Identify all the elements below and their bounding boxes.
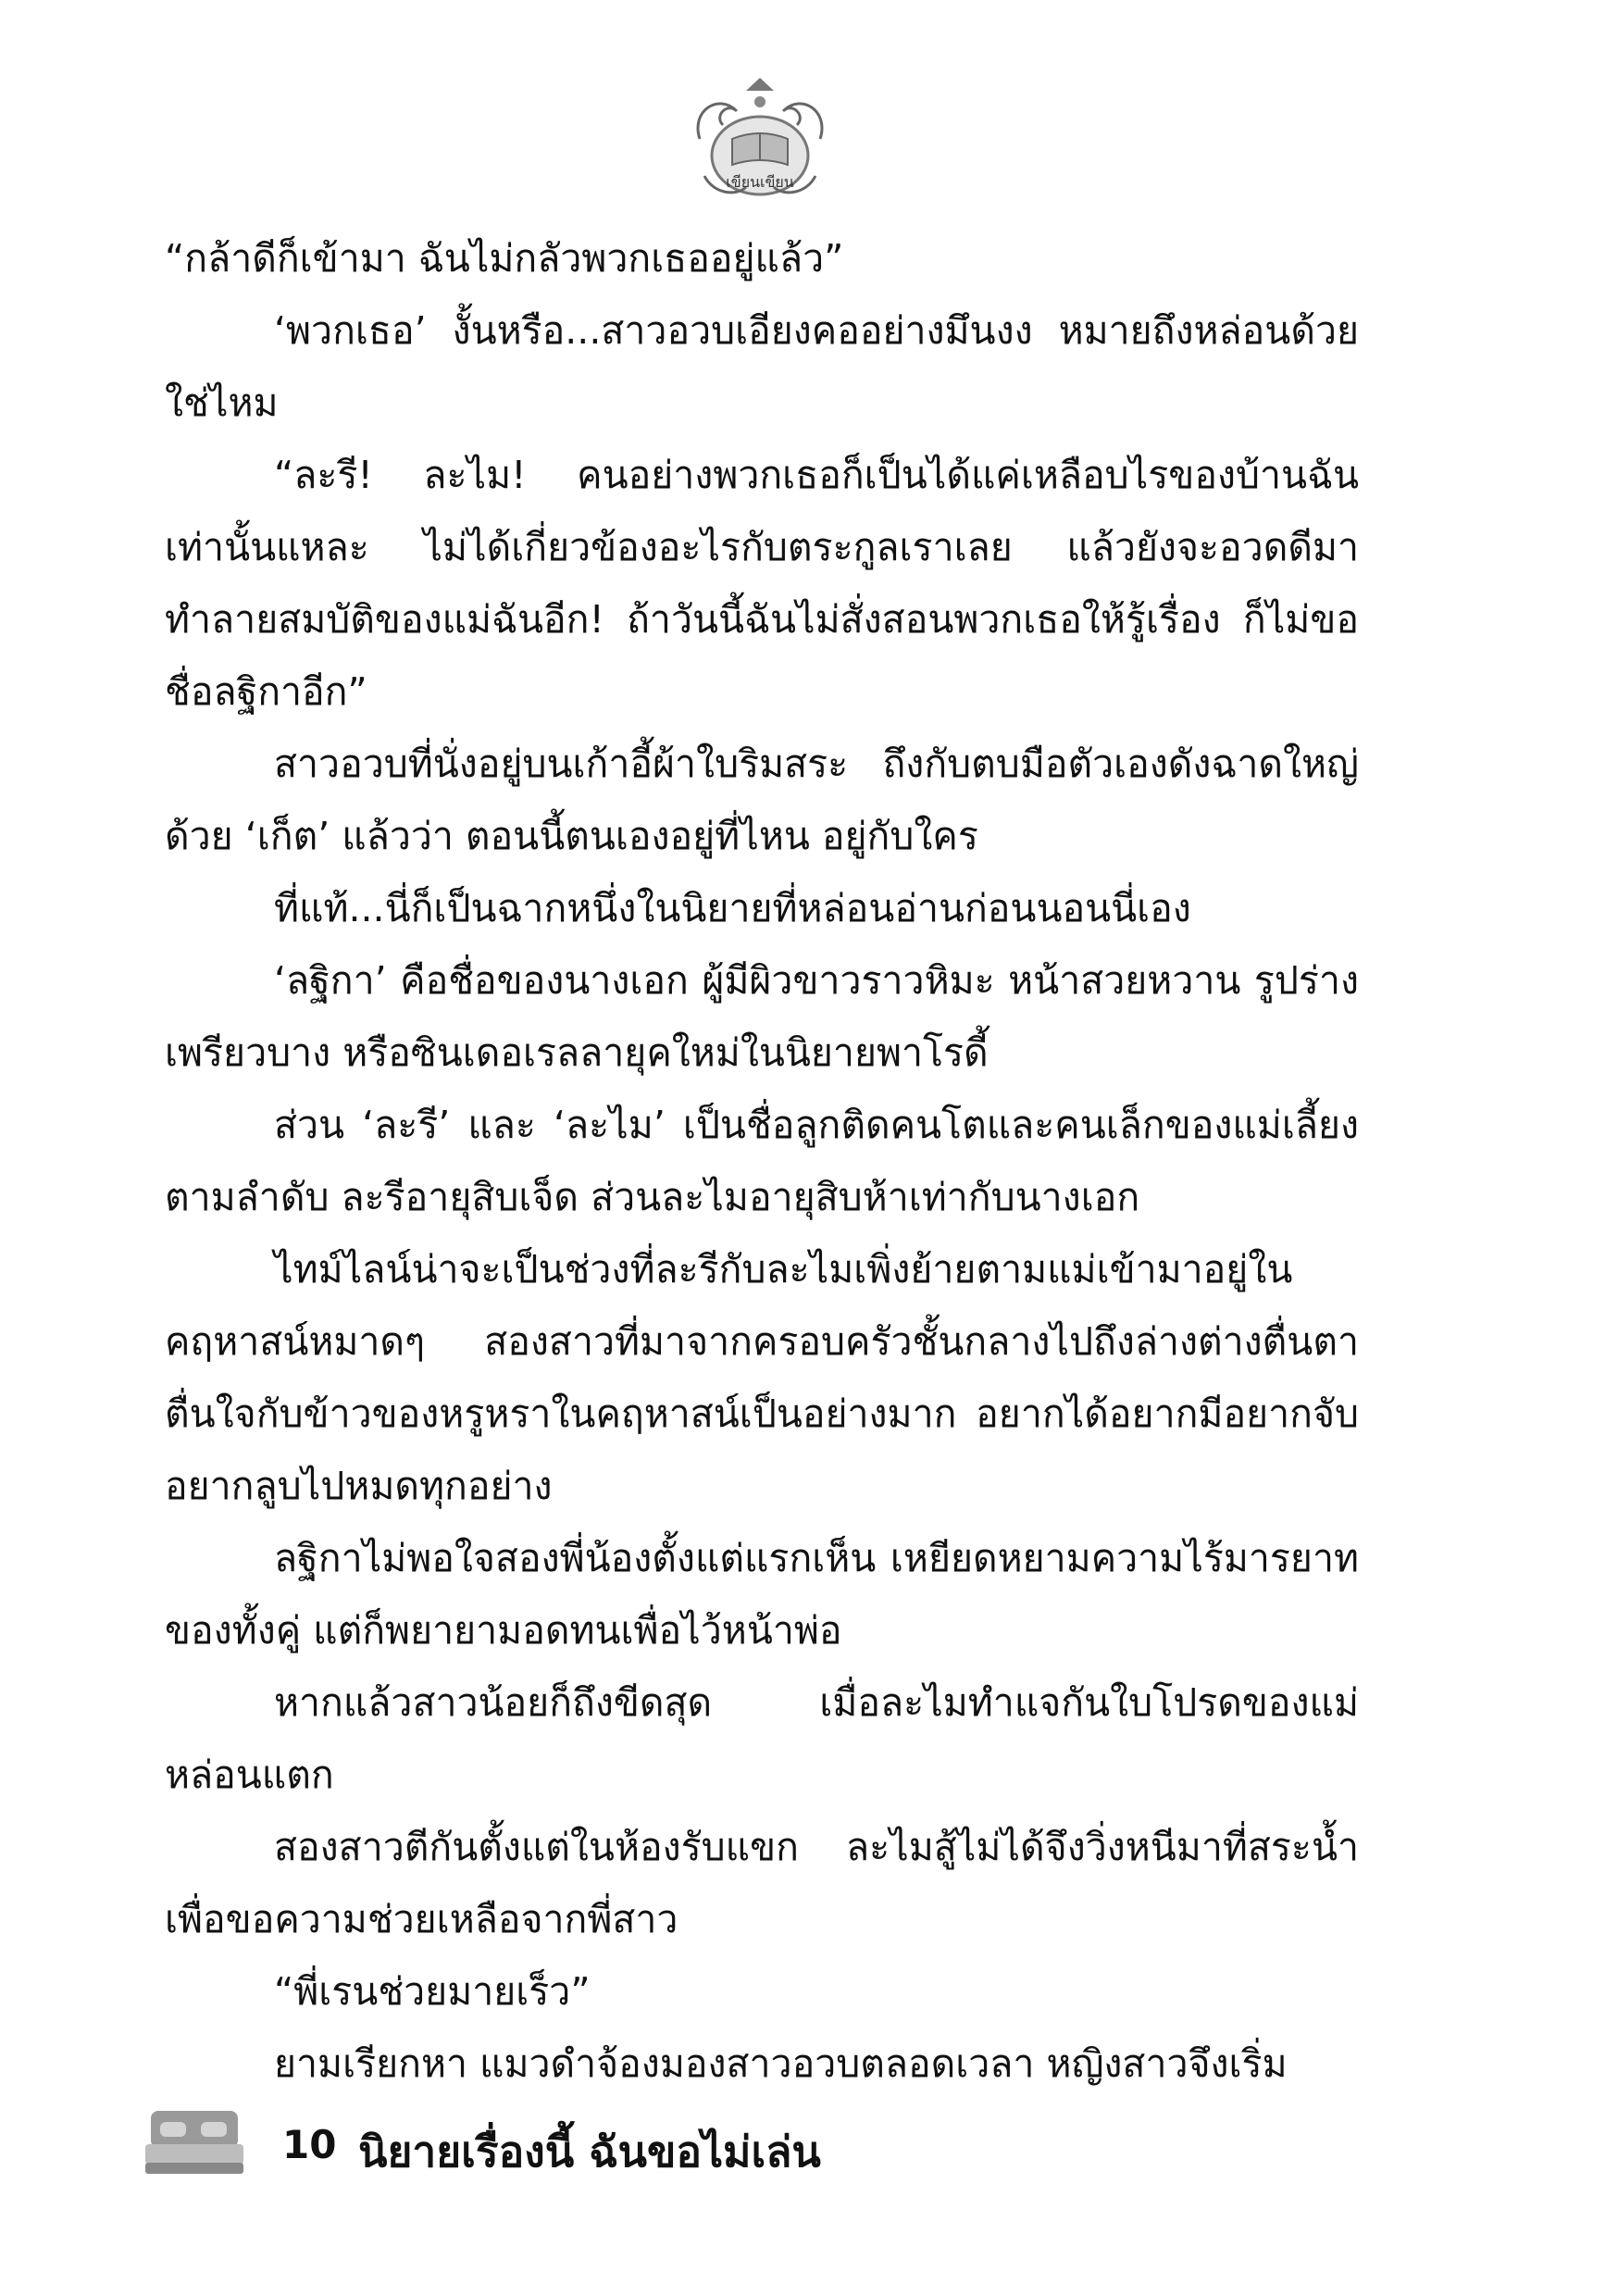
paragraph: สาวอวบที่นั่งอยู่บนเก้าอี้ผ้าใบริมสระ ถึงกับตบมือตัวเองดังฉาดใหญ่ด้วย ‘เก็ต’ แล้วว่า ตอนนี้ตนเองอยู่ที่ไหน อยู่กับใคร bbox=[165, 742, 1359, 858]
paragraph: ลฐิกาไม่พอใจสองพี่น้องตั้งแต่แรกเห็น เหยียดหยามความไร้มารยาทของทั้งคู่ แต่ก็พยายามอดทนเพื่อไว้หน้าพ่อ bbox=[165, 1536, 1359, 1653]
header-logo-icon bbox=[681, 74, 839, 204]
paragraph: “พี่เรนช่วยมายเร็ว” bbox=[274, 1969, 591, 2014]
paragraph: หากแล้วสาวน้อยก็ถึงขีดสุด เมื่อละไมทำแจกันใบโปรดของแม่หล่อนแตก bbox=[165, 1680, 1359, 1797]
paragraph: ไทม์ไลน์น่าจะเป็นช่วงที่ละรีกับละไมเพิ่งย้ายตามแม่เข้ามาอยู่ในคฤหาสน์หมาดๆ สองสาวที่มาจากครอบครัวชั้นกลางไปถึงล่างต่างตื่นตาตื่นใจกับข้าวของหรูหราในคฤหาสน์เป็นอย่างมาก อยากได้อยากมีอยากจับอยากลูบไปหมดทุกอย่าง bbox=[165, 1247, 1359, 1508]
paragraph: “กล้าดีก็เข้ามา ฉันไม่กลัวพวกเธออยู่แล้ว” bbox=[165, 236, 844, 281]
paragraph: ที่แท้...นี่ก็เป็นฉากหนึ่งในนิยายที่หล่อนอ่านก่อนนอนนี่เอง bbox=[274, 886, 1191, 930]
paragraph: “ละรี! ละไม! คนอย่างพวกเธอก็เป็นได้แค่เหลือบไรของบ้านฉันเท่านั้นแหละ ไม่ได้เกี่ยวข้องอะไรกับตระกูลเราเลย แล้วยังจะอวดดีมาทำลายสมบัติของแม่ฉันอีก! ถ้าวันนี้ฉันไม่สั่งสอนพวกเธอให้รู้เรื่อง ก็ไม่ขอชื่อลฐิกาอีก” bbox=[165, 453, 1359, 714]
paragraph: ยามเรียกหา แมวดำจ้องมองสาวอวบตลอดเวลา หญิงสาวจึงเริ่ม bbox=[274, 2041, 1288, 2086]
page-footer bbox=[143, 2102, 1347, 2203]
chapter-body bbox=[165, 222, 1359, 2100]
paragraph: ส่วน ‘ละรี’ และ ‘ละไม’ เป็นชื่อลูกติดคนโตและคนเล็กของแม่เลี้ยงตามลำดับ ละรีอายุสิบเจ็ด ส่วนละไมอายุสิบห้าเท่ากับนางเอก bbox=[165, 1103, 1359, 1219]
page-number: 10 bbox=[282, 2122, 337, 2167]
paragraph: สองสาวตีกันตั้งแต่ในห้องรับแขก ละไมสู้ไม่ได้จึงวิ่งหนีมาที่สระน้ำเพื่อขอความช่วยเหลือจากพี่สาว bbox=[165, 1825, 1359, 1941]
book-title: นิยายเรื่องนี้ ฉันขอไม่เล่น bbox=[358, 2127, 821, 2177]
paragraph: ‘พวกเธอ’ งั้นหรือ...สาวอวบเอียงคออย่างมึนงง หมายถึงหล่อนด้วยใช่ไหม bbox=[165, 308, 1359, 425]
paragraph: ‘ลฐิกา’ คือชื่อของนางเอก ผู้มีผิวขาวราวหิมะ หน้าสวยหวาน รูปร่างเพรียวบาง หรือซินเดอเรลลายุคใหม่ในนิยายพาโรดี้ bbox=[165, 958, 1359, 1075]
logo-text: เขียนเขียน bbox=[726, 173, 794, 191]
bed-icon bbox=[143, 2102, 245, 2185]
